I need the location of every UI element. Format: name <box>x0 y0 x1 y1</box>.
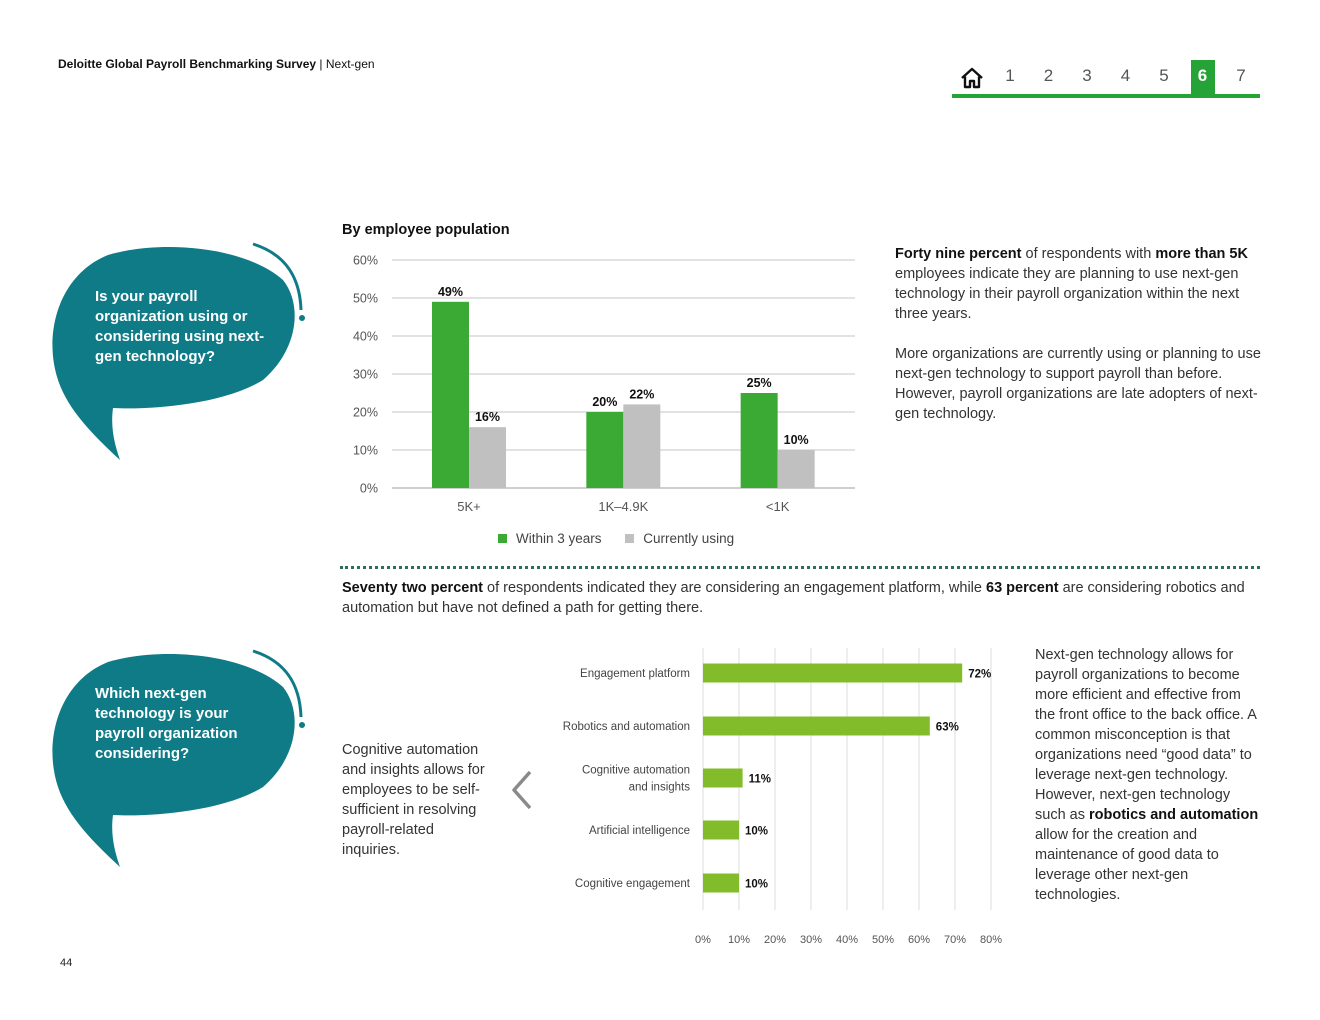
page-number: 44 <box>60 957 73 969</box>
data-label: 72% <box>968 668 992 681</box>
body-text: of respondents indicated they are considering an engagement platform, while <box>483 580 986 596</box>
y-tick-label: 40% <box>352 329 378 344</box>
bar-within-3-years <box>586 412 623 488</box>
chart1-legend <box>498 531 754 546</box>
data-label: 49% <box>437 284 464 299</box>
section-name: Next-gen <box>325 57 375 71</box>
body-text: are considering robotics and automation but have not defined a path for getting there. <box>342 580 1245 616</box>
nav-page-5[interactable]: 5 <box>1159 66 1169 85</box>
employee-population-chart <box>340 245 870 525</box>
bar-technology <box>703 821 739 840</box>
nav-page-4[interactable]: 4 <box>1120 66 1131 85</box>
bar-currently-using <box>469 427 506 488</box>
document-title <box>58 57 375 71</box>
bar-technology <box>703 874 739 893</box>
emphasis-text: 63 percent <box>986 580 1059 596</box>
title-separator: | <box>316 57 326 71</box>
body-text: Next-gen technology allows for payroll organizations to become more efficient and effective from the front office to the back office. A common misconception is that organizations need “good data” to leverage next-gen technology. However, next-gen technology such as <box>1035 647 1257 823</box>
y-tick-label: 30% <box>352 367 378 382</box>
category-label: and insights <box>628 781 690 794</box>
x-tick-label: 10% <box>727 934 751 946</box>
y-tick-label: 20% <box>352 405 378 420</box>
y-tick-label: 60% <box>352 253 378 268</box>
page-navigation <box>952 60 1260 98</box>
summary-text <box>342 578 1260 618</box>
x-category-label: <1K <box>765 499 790 514</box>
data-label: 10% <box>783 433 809 447</box>
body-text: employees indicate they are planning to use next-gen technology in their payroll organization within the next three years. <box>895 266 1240 322</box>
findings-text-1 <box>895 244 1263 424</box>
nav-page-7[interactable]: 7 <box>1236 66 1246 85</box>
bar-within-3-years <box>741 393 778 488</box>
bar-currently-using <box>623 404 660 488</box>
x-tick-label: 30% <box>799 934 823 946</box>
legend-item-currently-using <box>625 531 734 546</box>
bar-currently-using <box>778 450 815 488</box>
bar-within-3-years <box>432 302 469 488</box>
data-label: 22% <box>629 387 655 402</box>
data-label: 10% <box>745 878 769 891</box>
data-label: 63% <box>935 721 959 734</box>
emphasis-text: Forty nine percent <box>895 246 1022 262</box>
x-category-label: 1K–4.9K <box>598 499 649 514</box>
data-label: 10% <box>745 825 769 838</box>
next-gen-technology-chart <box>540 640 1020 955</box>
nav-underline <box>952 94 1260 98</box>
emphasis-text: more than 5K <box>1155 246 1248 262</box>
findings-text-2 <box>1035 645 1263 905</box>
nav-page-3[interactable]: 3 <box>1082 66 1092 85</box>
category-label: Artificial intelligence <box>589 825 690 837</box>
y-tick-label: 0% <box>359 481 378 496</box>
category-label: Cognitive engagement <box>574 878 690 890</box>
x-tick-label: 70% <box>943 934 967 946</box>
legend-label: Currently using <box>643 531 735 546</box>
home-icon[interactable] <box>960 66 984 90</box>
legend-label: Within 3 years <box>516 531 602 546</box>
emphasis-text: robotics and automation <box>1089 807 1259 823</box>
data-label: 11% <box>748 773 771 786</box>
legend-swatch-green <box>498 534 507 543</box>
chevron-left-icon <box>508 768 538 812</box>
category-label: Engagement platform <box>580 668 690 680</box>
section-divider <box>340 566 1260 569</box>
x-category-label: 5K+ <box>457 499 481 514</box>
nav-page-1[interactable]: 1 <box>1005 66 1015 85</box>
side-note: Cognitive automation and insights allows for employees to be self-sufficient in resolving payroll-related inquiries. <box>342 742 485 858</box>
chart1-title: By employee population <box>342 222 510 238</box>
survey-title: Deloitte Global Payroll Benchmarking Survey <box>58 57 317 71</box>
data-label: 25% <box>746 376 772 390</box>
data-label: 20% <box>592 395 618 409</box>
question-1: Is your payroll organization using or considering using next-gen technology? <box>95 288 265 365</box>
bar-technology <box>703 664 962 683</box>
findings-paragraph-1 <box>895 244 1263 324</box>
question-2: Which next-gen technology is your payroll organization considering? <box>95 685 238 762</box>
nav-page-6[interactable]: 6 <box>1191 60 1215 94</box>
body-text: allow for the creation and maintenance of good data to leverage other next-gen technologies. <box>1035 827 1219 903</box>
emphasis-text: Seventy two percent <box>342 580 484 596</box>
findings-paragraph-2: More organizations are currently using or planning to use next-gen technology to support payroll than before. However, payroll organizations are late adopters of next-gen technology. <box>895 346 1261 422</box>
x-tick-label: 60% <box>907 934 931 946</box>
nav-page-2[interactable]: 2 <box>1043 66 1054 85</box>
category-label: Robotics and automation <box>562 721 690 733</box>
y-tick-label: 10% <box>352 443 378 458</box>
x-tick-label: 0% <box>695 934 711 946</box>
bar-technology <box>703 717 930 736</box>
category-label: Cognitive automation <box>581 764 690 777</box>
data-label: 16% <box>474 410 501 425</box>
x-tick-label: 40% <box>835 934 859 946</box>
bar-technology <box>703 769 743 788</box>
y-tick-label: 50% <box>352 291 378 306</box>
x-tick-label: 50% <box>871 934 895 946</box>
x-tick-label: 20% <box>763 934 787 946</box>
legend-item-within-3-years <box>498 531 602 546</box>
legend-swatch-gray <box>625 534 634 543</box>
body-text: of respondents with <box>1021 246 1156 262</box>
x-tick-label: 80% <box>979 934 1003 946</box>
